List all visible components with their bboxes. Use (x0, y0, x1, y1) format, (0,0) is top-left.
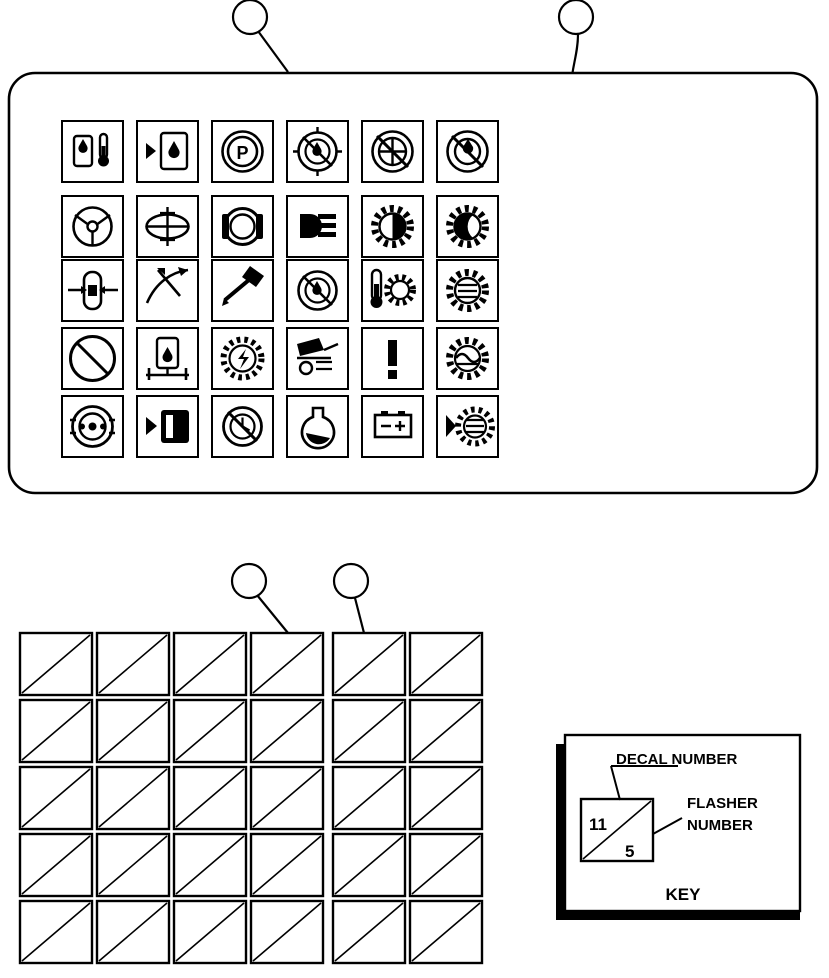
warning-exclamation-icon (388, 340, 397, 379)
key-legend-box (556, 735, 800, 920)
blank-decal-cell[interactable] (174, 834, 246, 896)
symbol-cell[interactable] (437, 260, 498, 321)
key-sample-cell (581, 799, 653, 861)
key-decal-number-label: DECAL NUMBER (616, 751, 738, 768)
symbol-cell[interactable] (287, 121, 348, 182)
blank-decal-cell[interactable] (20, 901, 92, 963)
blank-decal-cell[interactable] (97, 767, 169, 829)
blank-decal-cell[interactable] (20, 834, 92, 896)
symbol-cell[interactable] (437, 328, 498, 389)
symbol-cell[interactable] (362, 196, 423, 257)
blank-decal-cell[interactable] (97, 901, 169, 963)
blank-decal-cell[interactable] (333, 834, 405, 896)
blank-decal-cell[interactable] (20, 700, 92, 762)
blank-decal-cell[interactable] (333, 767, 405, 829)
blank-decal-cell[interactable] (97, 834, 169, 896)
symbol-cell[interactable] (62, 196, 123, 257)
blank-decal-cell[interactable] (20, 633, 92, 695)
callout-lower-right[interactable] (334, 564, 368, 633)
symbol-cell[interactable] (137, 121, 198, 182)
blank-decal-cell[interactable] (174, 700, 246, 762)
key-flasher-number: 5 (625, 842, 635, 861)
symbol-cell[interactable] (362, 260, 423, 321)
symbol-cell[interactable] (212, 396, 273, 457)
symbol-cell[interactable] (437, 121, 498, 182)
symbol-cell[interactable] (362, 328, 423, 389)
blank-decal-cell[interactable] (174, 633, 246, 695)
key-flasher-number-label-line2: NUMBER (687, 817, 753, 834)
blank-decal-cell[interactable] (251, 901, 323, 963)
symbol-cell[interactable] (212, 121, 273, 182)
parking-brake-icon (223, 132, 263, 172)
blank-decal-cell[interactable] (410, 834, 482, 896)
symbol-cell[interactable] (62, 328, 123, 389)
blank-decal-cell[interactable] (251, 633, 323, 695)
symbol-cell[interactable] (62, 260, 123, 321)
blank-decal-grid (20, 633, 482, 963)
symbol-cell[interactable] (62, 396, 123, 457)
symbol-cell[interactable] (362, 396, 423, 457)
symbol-cell[interactable] (62, 121, 123, 182)
blank-decal-cell[interactable] (333, 700, 405, 762)
symbol-cell[interactable] (212, 328, 273, 389)
blank-decal-cell[interactable] (333, 633, 405, 695)
blank-decal-cell[interactable] (174, 901, 246, 963)
blank-decal-cell[interactable] (410, 767, 482, 829)
key-decal-number: 11 (589, 815, 607, 834)
blank-decal-cell[interactable] (97, 700, 169, 762)
symbol-cell[interactable] (137, 396, 198, 457)
blank-decal-cell[interactable] (251, 767, 323, 829)
symbol-cell[interactable] (287, 260, 348, 321)
symbol-cell[interactable] (287, 328, 348, 389)
steering-warning-icon (373, 132, 413, 172)
blank-decal-cell[interactable] (410, 633, 482, 695)
blank-decal-cell[interactable] (97, 633, 169, 695)
symbol-cell[interactable] (287, 396, 348, 457)
symbol-cell[interactable] (287, 196, 348, 257)
blank-decal-cell[interactable] (251, 834, 323, 896)
symbol-cell[interactable] (212, 196, 273, 257)
blank-decal-cell[interactable] (20, 767, 92, 829)
svg-text:P: P (236, 143, 249, 163)
symbol-cell[interactable] (137, 196, 198, 257)
symbol-cell[interactable] (137, 260, 198, 321)
blank-decal-cell[interactable] (174, 767, 246, 829)
symbol-cell[interactable] (362, 121, 423, 182)
symbol-cell[interactable] (212, 260, 273, 321)
symbol-cell[interactable] (437, 396, 498, 457)
symbol-cell[interactable] (437, 196, 498, 257)
symbol-cell[interactable] (137, 328, 198, 389)
blank-decal-cell[interactable] (251, 700, 323, 762)
blank-decal-cell[interactable] (410, 901, 482, 963)
callout-lower-left[interactable] (232, 564, 288, 633)
blank-decal-cell[interactable] (333, 901, 405, 963)
headlight-icon (300, 214, 336, 238)
key-flasher-number-label-line1: FLASHER (687, 795, 758, 812)
callout-top-left[interactable] (233, 0, 288, 72)
blank-decal-cell[interactable] (410, 700, 482, 762)
key-title: KEY (665, 885, 701, 904)
